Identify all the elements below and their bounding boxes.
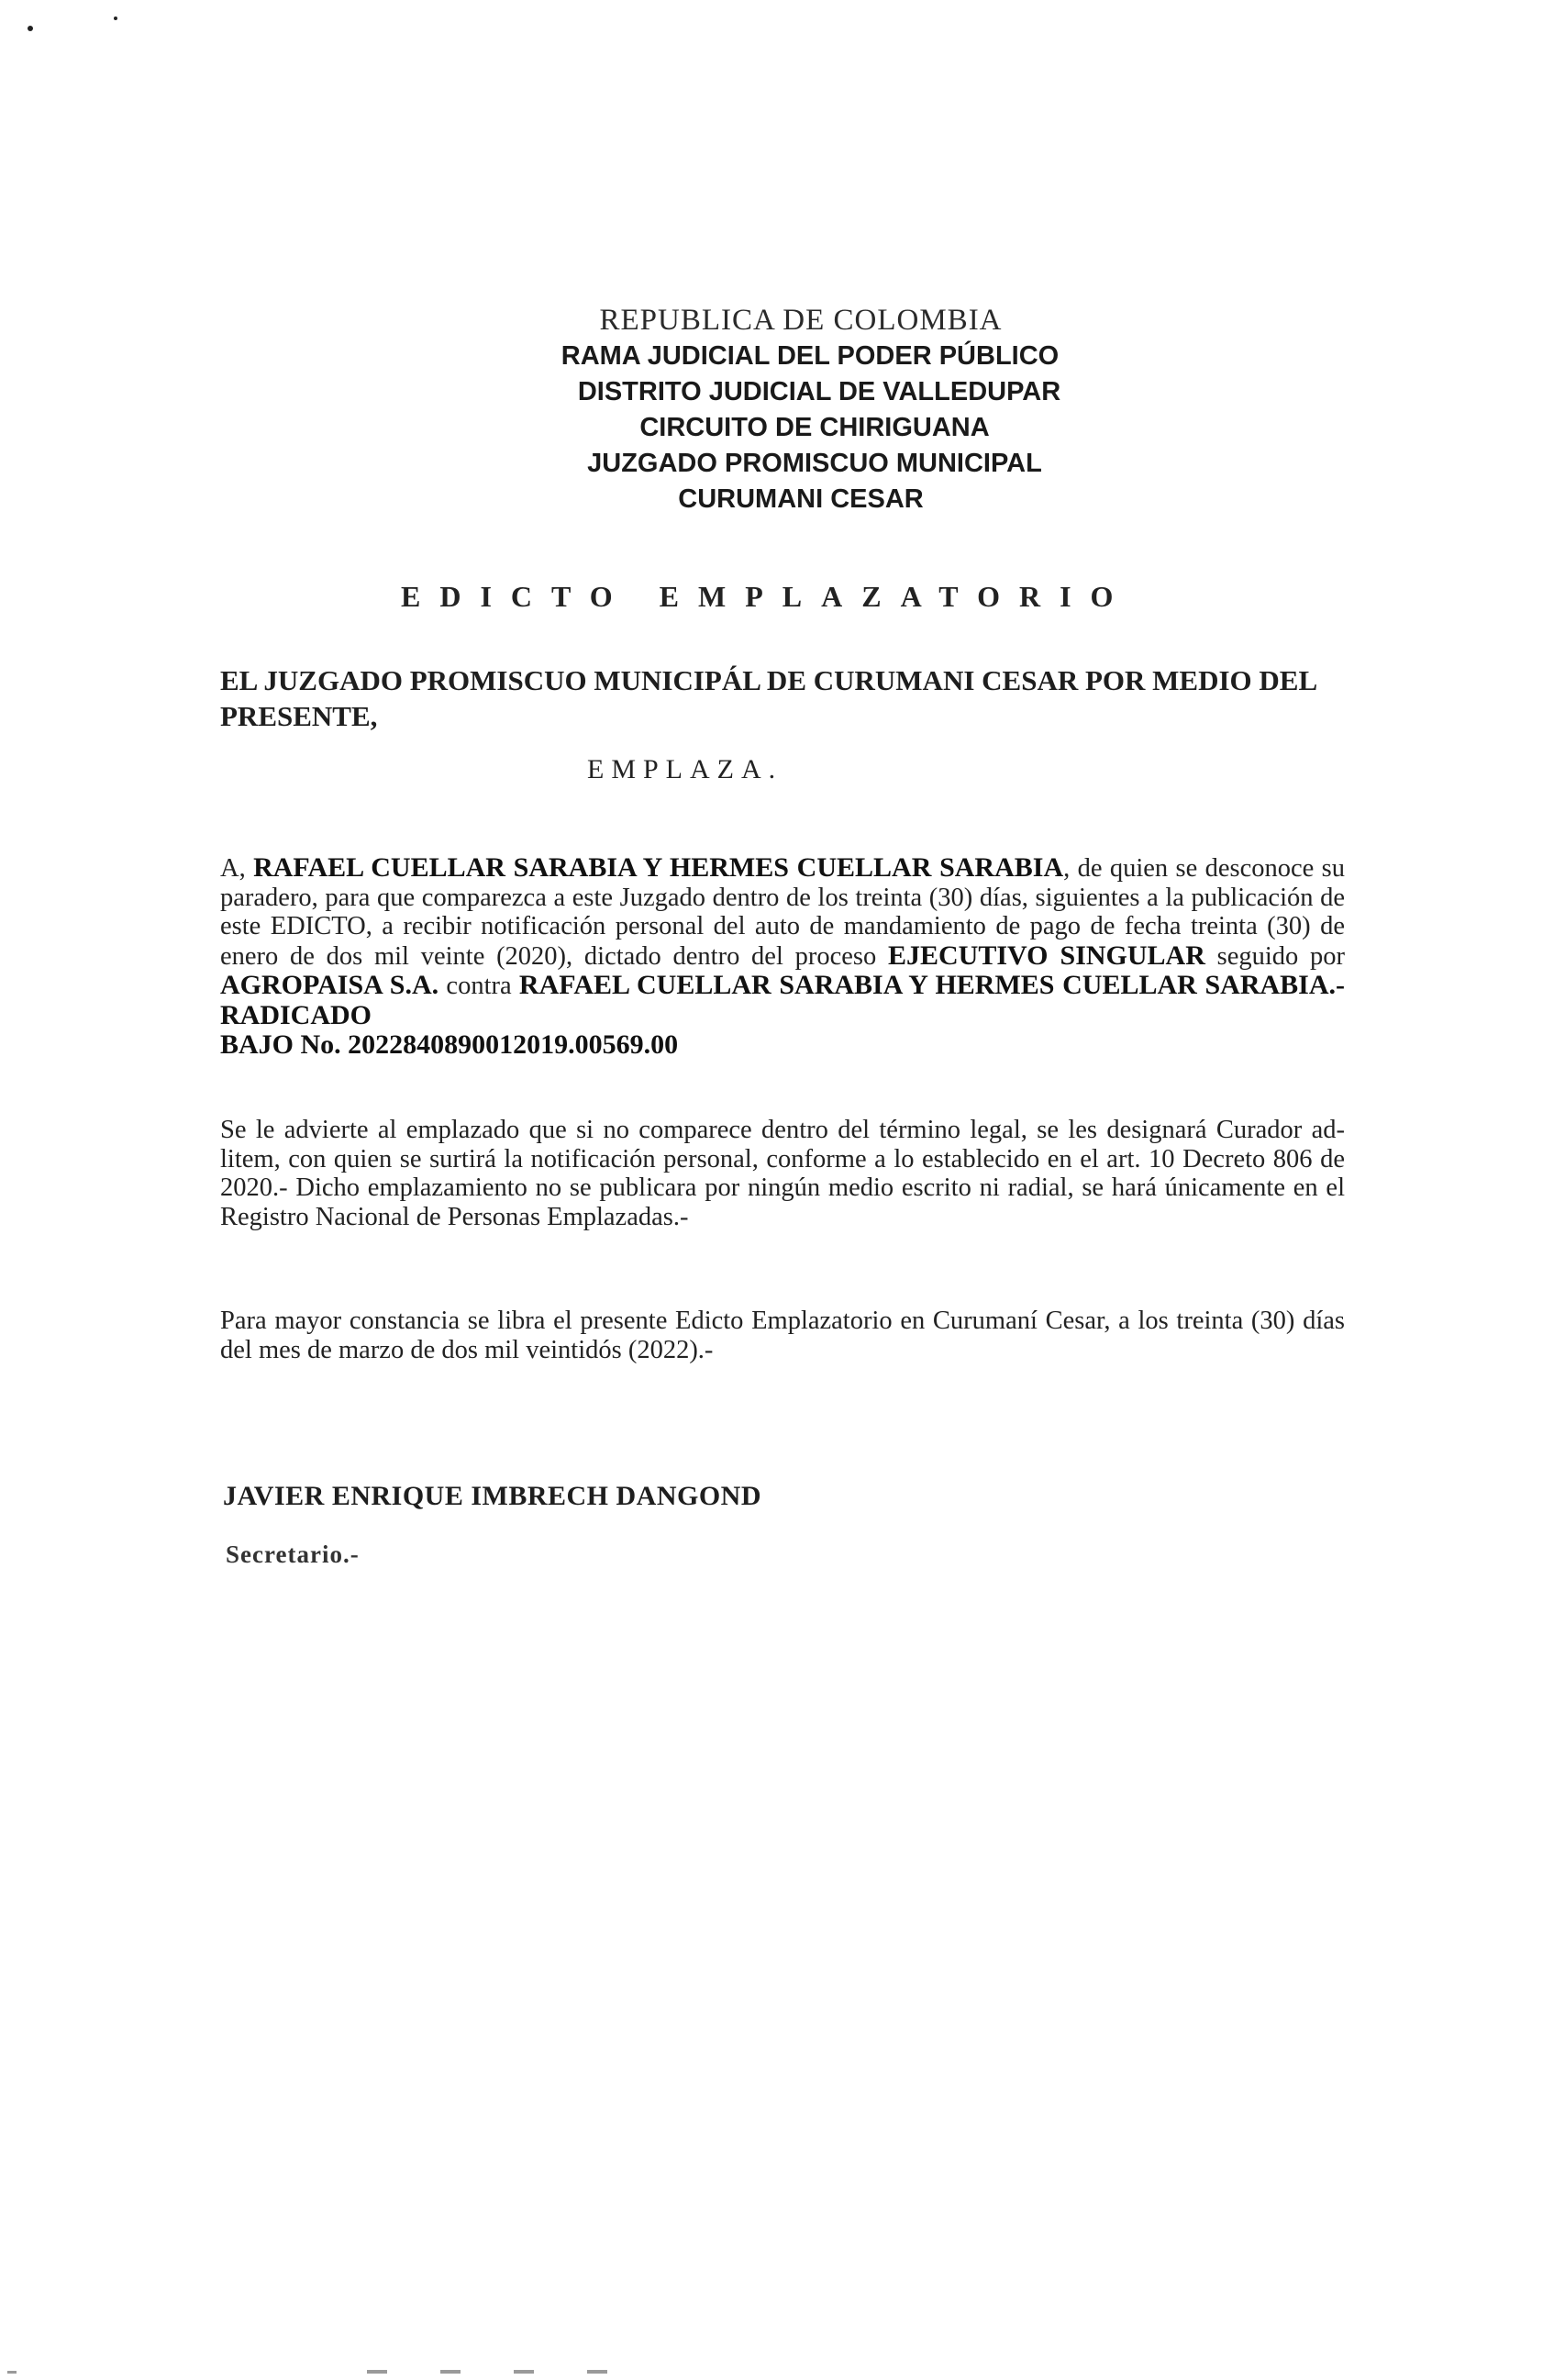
signer-role: Secretario.-: [226, 1540, 360, 1568]
defendants-radicado: RAFAEL CUELLAR SARABIA Y HERMES CUELLAR SARABIA.-RADICADO: [220, 970, 1345, 1030]
process-type: EJECUTIVO SINGULAR: [887, 940, 1205, 971]
intro-statement: EL JUZGADO PROMISCUO MUNICIPÁL DE CURUMANI CESAR POR MEDIO DEL PRESENTE,: [220, 664, 1316, 732]
scan-speck: [114, 17, 117, 20]
paragraph-text: , de quien se desconoce su paradero, para que comparezca a este Juzgado dentro de los treinta (30) días, siguientes a la publicación de este EDICTO, a recibir notificación personal del auto de mandamiento de pago de fecha treinta (30) de enero de dos mil veinte (2020), dictado dentro del proceso: [220, 854, 1345, 971]
document-title: [401, 580, 1132, 614]
signer-name: JAVIER ENRIQUE IMBRECH DANGOND: [223, 1481, 762, 1511]
paragraph-prefix: A,: [220, 854, 254, 883]
scan-edge-marks: [0, 2365, 1565, 2380]
emplaza-heading: EMPLAZA.: [587, 754, 783, 784]
header-branch: RAMA JUDICIAL DEL PODER PÚBLICO: [561, 341, 1060, 371]
header-district: DISTRITO JUDICIAL DE VALLEDUPAR: [577, 377, 1061, 406]
court-header: [0, 303, 1565, 517]
paragraph-text: contra: [438, 972, 519, 1000]
defendants-names: RAFAEL CUELLAR SARABIA Y HERMES CUELLAR SARABIA: [253, 852, 1064, 883]
header-country: REPUBLICA DE COLOMBIA: [599, 304, 1003, 337]
scan-speck: [28, 26, 33, 31]
header-city: CURUMANI CESAR: [678, 484, 924, 514]
summons-paragraph: [220, 853, 1345, 1060]
warning-paragraph: Se le advierte al emplazado que si no comparece dentro del término legal, se les designará Curador ad-litem, con quien se surtirá la notificación personal, conforme a lo establecido en el art. 10 Decreto 806 de 2020.- Dicho emplazamiento no se publicara por ningún medio escrito ni radial, se hará únicamente en el Registro Nacional de Personas Emplazadas.-: [220, 1116, 1345, 1231]
radicado-number: BAJO No. 2022840890012019.00569.00: [220, 1029, 679, 1060]
header-court: JUZGADO PROMISCUO MUNICIPAL: [587, 449, 1042, 478]
closing-paragraph: Para mayor constancia se libra el presente Edicto Emplazatorio en Curumaní Cesar, a los treinta (30) días del mes de marzo de dos mil veintidós (2022).-: [220, 1307, 1345, 1364]
plaintiff-name: AGROPAISA S.A.: [220, 970, 439, 1000]
header-circuit: CIRCUITO DE CHIRIGUANA: [639, 413, 990, 442]
title-word-emplazatorio: EMPLAZATORIO: [659, 580, 1133, 613]
title-word-edicto: EDICTO: [401, 580, 632, 613]
paragraph-text: seguido por: [1204, 941, 1345, 971]
